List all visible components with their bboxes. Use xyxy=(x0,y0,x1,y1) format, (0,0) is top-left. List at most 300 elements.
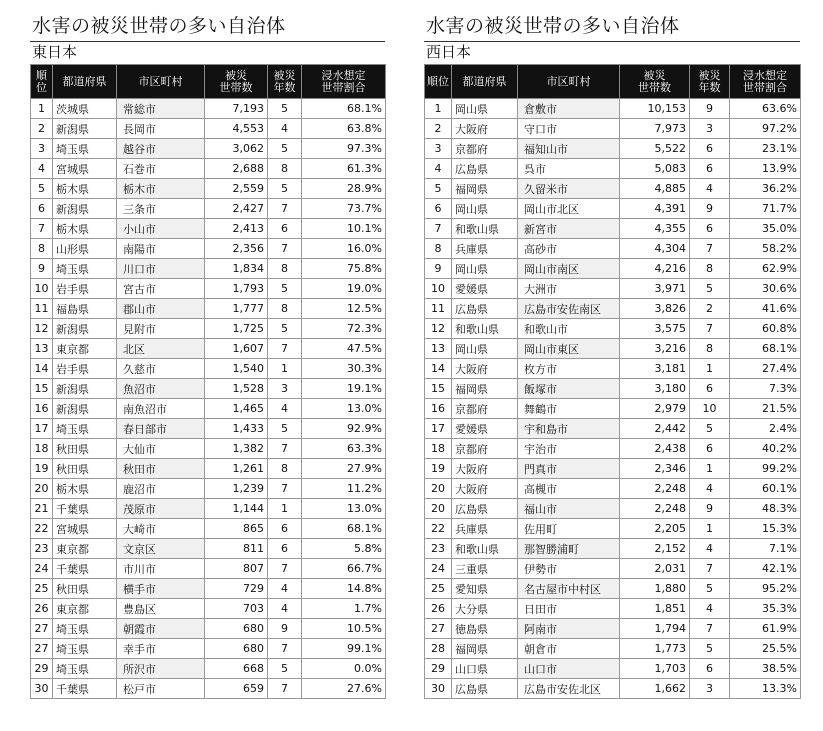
ratio-cell: 99.1% xyxy=(302,639,386,659)
ratio-cell: 2.4% xyxy=(730,419,801,439)
rank-cell: 22 xyxy=(31,519,53,539)
municipality-cell: 朝倉市 xyxy=(518,639,620,659)
table-row xyxy=(425,659,801,679)
ratio-cell: 27.9% xyxy=(302,459,386,479)
table-row xyxy=(425,259,801,279)
prefecture-cell: 和歌山県 xyxy=(452,539,518,559)
households-cell: 4,391 xyxy=(620,199,690,219)
prefecture-cell: 東京都 xyxy=(53,539,117,559)
table-row xyxy=(425,519,801,539)
years-cell: 4 xyxy=(268,599,302,619)
rank-cell: 19 xyxy=(31,459,53,479)
households-cell: 2,688 xyxy=(205,159,268,179)
ratio-cell: 5.8% xyxy=(302,539,386,559)
ratio-cell: 47.5% xyxy=(302,339,386,359)
table-row xyxy=(425,219,801,239)
households-cell: 2,438 xyxy=(620,439,690,459)
table-row xyxy=(31,659,386,679)
prefecture-cell: 和歌山県 xyxy=(452,319,518,339)
households-cell: 7,193 xyxy=(205,99,268,119)
households-cell: 2,248 xyxy=(620,479,690,499)
households-cell: 3,062 xyxy=(205,139,268,159)
rank-cell: 27 xyxy=(31,639,53,659)
municipality-cell: 門真市 xyxy=(518,459,620,479)
affected-years-header: 被災 年数 xyxy=(690,65,730,99)
municipality-cell: 倉敷市 xyxy=(518,99,620,119)
rank-cell: 5 xyxy=(31,179,53,199)
years-cell: 8 xyxy=(268,459,302,479)
years-cell: 7 xyxy=(268,479,302,499)
municipality-cell: 高砂市 xyxy=(518,239,620,259)
households-cell: 5,083 xyxy=(620,159,690,179)
east-table-body xyxy=(31,99,386,699)
years-cell: 4 xyxy=(268,579,302,599)
municipality-cell: 飯塚市 xyxy=(518,379,620,399)
table-row xyxy=(425,159,801,179)
years-cell: 5 xyxy=(268,419,302,439)
rank-cell: 10 xyxy=(425,279,452,299)
rank-cell: 3 xyxy=(31,139,53,159)
years-cell: 4 xyxy=(690,479,730,499)
years-cell: 5 xyxy=(690,639,730,659)
municipality-cell: 郡山市 xyxy=(117,299,205,319)
table-row xyxy=(425,319,801,339)
years-cell: 8 xyxy=(268,299,302,319)
municipality-cell: 秋田市 xyxy=(117,459,205,479)
households-cell: 680 xyxy=(205,619,268,639)
west-table xyxy=(424,64,801,699)
municipality-cell: 福知山市 xyxy=(518,139,620,159)
table-row xyxy=(425,619,801,639)
municipality-cell: 久慈市 xyxy=(117,359,205,379)
east-title-rule xyxy=(30,41,385,42)
households-cell: 1,773 xyxy=(620,639,690,659)
ratio-cell: 11.2% xyxy=(302,479,386,499)
ratio-cell: 13.0% xyxy=(302,399,386,419)
table-row xyxy=(31,259,386,279)
municipality-cell: 岡山市東区 xyxy=(518,339,620,359)
years-cell: 6 xyxy=(690,379,730,399)
prefecture-cell: 徳島県 xyxy=(452,619,518,639)
table-row xyxy=(425,419,801,439)
municipality-cell: 所沢市 xyxy=(117,659,205,679)
years-cell: 4 xyxy=(690,599,730,619)
prefecture-cell: 埼玉県 xyxy=(53,619,117,639)
municipality-cell: 三条市 xyxy=(117,199,205,219)
west-region-label: 西日本 xyxy=(426,43,472,61)
rank-cell: 12 xyxy=(425,319,452,339)
prefecture-cell: 福岡県 xyxy=(452,379,518,399)
ratio-cell: 63.8% xyxy=(302,119,386,139)
years-cell: 6 xyxy=(690,159,730,179)
households-cell: 1,261 xyxy=(205,459,268,479)
years-cell: 4 xyxy=(268,399,302,419)
households-cell: 2,248 xyxy=(620,499,690,519)
prefecture-cell: 栃木県 xyxy=(53,479,117,499)
prefecture-cell: 岡山県 xyxy=(452,339,518,359)
prefecture-cell: 秋田県 xyxy=(53,459,117,479)
municipality-cell: 日田市 xyxy=(518,599,620,619)
rank-cell: 4 xyxy=(425,159,452,179)
households-cell: 5,522 xyxy=(620,139,690,159)
table-row xyxy=(31,399,386,419)
prefecture-cell: 岡山県 xyxy=(452,199,518,219)
years-cell: 3 xyxy=(690,679,730,699)
table-row xyxy=(425,499,801,519)
ratio-cell: 40.2% xyxy=(730,439,801,459)
ratio-cell: 58.2% xyxy=(730,239,801,259)
years-cell: 7 xyxy=(268,639,302,659)
rank-cell: 9 xyxy=(425,259,452,279)
years-cell: 5 xyxy=(690,279,730,299)
households-cell: 807 xyxy=(205,559,268,579)
municipality-cell: 宇和島市 xyxy=(518,419,620,439)
flood-ratio-header: 浸水想定 世帯割合 xyxy=(730,65,801,99)
table-row xyxy=(425,339,801,359)
prefecture-cell: 秋田県 xyxy=(53,579,117,599)
table-row xyxy=(31,519,386,539)
years-cell: 6 xyxy=(268,539,302,559)
households-cell: 10,153 xyxy=(620,99,690,119)
table-row xyxy=(425,679,801,699)
municipality-cell: 松戸市 xyxy=(117,679,205,699)
table-row xyxy=(31,159,386,179)
municipality-cell: 豊島区 xyxy=(117,599,205,619)
prefecture-cell: 栃木県 xyxy=(53,179,117,199)
households-cell: 3,971 xyxy=(620,279,690,299)
table-row xyxy=(31,639,386,659)
ratio-cell: 16.0% xyxy=(302,239,386,259)
rank-cell: 18 xyxy=(31,439,53,459)
prefecture-cell: 広島県 xyxy=(452,679,518,699)
ratio-cell: 72.3% xyxy=(302,319,386,339)
ratio-cell: 97.2% xyxy=(730,119,801,139)
ratio-cell: 99.2% xyxy=(730,459,801,479)
prefecture-cell: 広島県 xyxy=(452,499,518,519)
years-cell: 8 xyxy=(690,259,730,279)
prefecture-cell: 新潟県 xyxy=(53,399,117,419)
years-cell: 4 xyxy=(690,179,730,199)
rank-cell: 30 xyxy=(425,679,452,699)
prefecture-cell: 大分県 xyxy=(452,599,518,619)
households-cell: 2,442 xyxy=(620,419,690,439)
west-table-body xyxy=(425,99,801,699)
table-row xyxy=(31,359,386,379)
table-row xyxy=(31,619,386,639)
years-cell: 3 xyxy=(268,379,302,399)
years-cell: 6 xyxy=(690,439,730,459)
rank-cell: 12 xyxy=(31,319,53,339)
rank-cell: 26 xyxy=(425,599,452,619)
ratio-cell: 19.1% xyxy=(302,379,386,399)
ratio-cell: 75.8% xyxy=(302,259,386,279)
ratio-cell: 13.3% xyxy=(730,679,801,699)
table-row xyxy=(31,679,386,699)
households-cell: 1,794 xyxy=(620,619,690,639)
prefecture-cell: 山形県 xyxy=(53,239,117,259)
households-cell: 4,304 xyxy=(620,239,690,259)
households-cell: 1,607 xyxy=(205,339,268,359)
ratio-cell: 27.6% xyxy=(302,679,386,699)
years-cell: 5 xyxy=(268,319,302,339)
municipality-cell: 那智勝浦町 xyxy=(518,539,620,559)
municipality-cell: 広島市安佐南区 xyxy=(518,299,620,319)
ratio-cell: 61.3% xyxy=(302,159,386,179)
municipality-cell: 鹿沼市 xyxy=(117,479,205,499)
municipality-cell: 朝霞市 xyxy=(117,619,205,639)
households-cell: 1,540 xyxy=(205,359,268,379)
years-cell: 2 xyxy=(690,299,730,319)
prefecture-cell: 新潟県 xyxy=(53,379,117,399)
prefecture-cell: 大阪府 xyxy=(452,479,518,499)
years-cell: 7 xyxy=(690,559,730,579)
prefecture-cell: 京都府 xyxy=(452,399,518,419)
years-cell: 5 xyxy=(268,139,302,159)
rank-cell: 5 xyxy=(425,179,452,199)
municipality-cell: 小山市 xyxy=(117,219,205,239)
table-row xyxy=(31,459,386,479)
rank-cell: 26 xyxy=(31,599,53,619)
ratio-cell: 95.2% xyxy=(730,579,801,599)
municipality-cell: 宮古市 xyxy=(117,279,205,299)
rank-cell: 15 xyxy=(425,379,452,399)
table-row xyxy=(425,139,801,159)
ratio-cell: 63.6% xyxy=(730,99,801,119)
table-row xyxy=(31,559,386,579)
prefecture-cell: 広島県 xyxy=(452,159,518,179)
years-cell: 8 xyxy=(268,259,302,279)
ratio-cell: 1.7% xyxy=(302,599,386,619)
rank-cell: 8 xyxy=(31,239,53,259)
prefecture-cell: 愛媛県 xyxy=(452,419,518,439)
prefecture-cell: 三重県 xyxy=(452,559,518,579)
east-table xyxy=(30,64,386,699)
table-row xyxy=(425,459,801,479)
rank-cell: 13 xyxy=(31,339,53,359)
ratio-cell: 68.1% xyxy=(302,519,386,539)
rank-cell: 23 xyxy=(31,539,53,559)
ratio-cell: 68.1% xyxy=(730,339,801,359)
rank-cell: 24 xyxy=(31,559,53,579)
east-japan-panel xyxy=(30,14,385,699)
table-row xyxy=(31,119,386,139)
prefecture-cell: 京都府 xyxy=(452,439,518,459)
rank-cell: 14 xyxy=(31,359,53,379)
municipality-cell: 大洲市 xyxy=(518,279,620,299)
prefecture-cell: 新潟県 xyxy=(53,199,117,219)
ratio-cell: 35.0% xyxy=(730,219,801,239)
prefecture-cell: 栃木県 xyxy=(53,219,117,239)
prefecture-cell: 兵庫県 xyxy=(452,239,518,259)
prefecture-cell: 岡山県 xyxy=(452,259,518,279)
ratio-cell: 38.5% xyxy=(730,659,801,679)
rank-header: 順位 xyxy=(31,65,53,99)
prefecture-cell: 千葉県 xyxy=(53,559,117,579)
ratio-cell: 19.0% xyxy=(302,279,386,299)
households-cell: 2,152 xyxy=(620,539,690,559)
ratio-cell: 30.3% xyxy=(302,359,386,379)
municipality-header: 市区町村 xyxy=(117,65,205,99)
ratio-cell: 61.9% xyxy=(730,619,801,639)
ratio-cell: 28.9% xyxy=(302,179,386,199)
affected-households-header: 被災 世帯数 xyxy=(205,65,268,99)
affected-households-header: 被災 世帯数 xyxy=(620,65,690,99)
municipality-cell: 南陽市 xyxy=(117,239,205,259)
rank-cell: 17 xyxy=(425,419,452,439)
ratio-cell: 0.0% xyxy=(302,659,386,679)
years-cell: 9 xyxy=(690,499,730,519)
table-row xyxy=(425,99,801,119)
ratio-cell: 97.3% xyxy=(302,139,386,159)
households-cell: 4,553 xyxy=(205,119,268,139)
prefecture-cell: 宮城県 xyxy=(53,159,117,179)
table-row xyxy=(31,99,386,119)
households-cell: 659 xyxy=(205,679,268,699)
ratio-cell: 27.4% xyxy=(730,359,801,379)
west-title: 水害の被災世帯の多い自治体 xyxy=(426,15,680,37)
years-cell: 5 xyxy=(268,659,302,679)
ratio-cell: 92.9% xyxy=(302,419,386,439)
rank-cell: 11 xyxy=(31,299,53,319)
ratio-cell: 21.5% xyxy=(730,399,801,419)
rank-cell: 20 xyxy=(425,499,452,519)
municipality-cell: 横手市 xyxy=(117,579,205,599)
municipality-cell: 常総市 xyxy=(117,99,205,119)
ratio-cell: 63.3% xyxy=(302,439,386,459)
households-cell: 2,205 xyxy=(620,519,690,539)
rank-cell: 7 xyxy=(425,219,452,239)
years-cell: 6 xyxy=(268,219,302,239)
years-cell: 7 xyxy=(268,559,302,579)
east-region-label: 東日本 xyxy=(32,43,78,61)
municipality-cell: 魚沼市 xyxy=(117,379,205,399)
years-cell: 5 xyxy=(690,579,730,599)
households-cell: 1,725 xyxy=(205,319,268,339)
municipality-cell: 長岡市 xyxy=(117,119,205,139)
households-cell: 1,793 xyxy=(205,279,268,299)
households-cell: 4,216 xyxy=(620,259,690,279)
households-cell: 680 xyxy=(205,639,268,659)
table-row xyxy=(31,179,386,199)
ratio-cell: 7.1% xyxy=(730,539,801,559)
east-title: 水害の被災世帯の多い自治体 xyxy=(32,15,286,37)
prefecture-cell: 埼玉県 xyxy=(53,659,117,679)
households-cell: 1,465 xyxy=(205,399,268,419)
prefecture-cell: 岡山県 xyxy=(452,99,518,119)
rank-cell: 6 xyxy=(31,199,53,219)
table-row xyxy=(425,379,801,399)
households-cell: 1,777 xyxy=(205,299,268,319)
years-cell: 7 xyxy=(268,239,302,259)
prefecture-cell: 愛媛県 xyxy=(452,279,518,299)
households-cell: 668 xyxy=(205,659,268,679)
municipality-cell: 南魚沼市 xyxy=(117,399,205,419)
ratio-cell: 10.1% xyxy=(302,219,386,239)
prefecture-cell: 茨城県 xyxy=(53,99,117,119)
households-cell: 1,851 xyxy=(620,599,690,619)
ratio-cell: 13.9% xyxy=(730,159,801,179)
rank-cell: 23 xyxy=(425,539,452,559)
prefecture-cell: 新潟県 xyxy=(53,319,117,339)
prefecture-header: 都道府県 xyxy=(53,65,117,99)
rank-cell: 22 xyxy=(425,519,452,539)
years-cell: 5 xyxy=(268,279,302,299)
rank-cell: 25 xyxy=(31,579,53,599)
years-cell: 10 xyxy=(690,399,730,419)
rank-cell: 20 xyxy=(31,479,53,499)
years-cell: 3 xyxy=(690,119,730,139)
ratio-cell: 25.5% xyxy=(730,639,801,659)
years-cell: 1 xyxy=(690,459,730,479)
prefecture-cell: 新潟県 xyxy=(53,119,117,139)
years-cell: 1 xyxy=(268,359,302,379)
table-row xyxy=(425,479,801,499)
table-row xyxy=(425,119,801,139)
affected-years-header: 被災 年数 xyxy=(268,65,302,99)
municipality-header: 市区町村 xyxy=(518,65,620,99)
households-cell: 2,413 xyxy=(205,219,268,239)
municipality-cell: 佐用町 xyxy=(518,519,620,539)
ratio-cell: 23.1% xyxy=(730,139,801,159)
table-row xyxy=(425,299,801,319)
rank-header: 順位 xyxy=(425,65,452,99)
prefecture-header: 都道府県 xyxy=(452,65,518,99)
municipality-cell: 新宮市 xyxy=(518,219,620,239)
municipality-cell: 春日部市 xyxy=(117,419,205,439)
table-row xyxy=(425,439,801,459)
table-row xyxy=(425,399,801,419)
prefecture-cell: 埼玉県 xyxy=(53,419,117,439)
prefecture-cell: 秋田県 xyxy=(53,439,117,459)
years-cell: 6 xyxy=(690,659,730,679)
households-cell: 7,973 xyxy=(620,119,690,139)
rank-cell: 7 xyxy=(31,219,53,239)
years-cell: 6 xyxy=(268,519,302,539)
households-cell: 3,180 xyxy=(620,379,690,399)
prefecture-cell: 東京都 xyxy=(53,339,117,359)
rank-cell: 8 xyxy=(425,239,452,259)
municipality-cell: 石巻市 xyxy=(117,159,205,179)
ratio-cell: 14.8% xyxy=(302,579,386,599)
ratio-cell: 66.7% xyxy=(302,559,386,579)
rank-cell: 18 xyxy=(425,439,452,459)
households-cell: 3,575 xyxy=(620,319,690,339)
ratio-cell: 10.5% xyxy=(302,619,386,639)
households-cell: 2,427 xyxy=(205,199,268,219)
years-cell: 6 xyxy=(690,219,730,239)
prefecture-cell: 大阪府 xyxy=(452,119,518,139)
rank-cell: 30 xyxy=(31,679,53,699)
municipality-cell: 幸手市 xyxy=(117,639,205,659)
municipality-cell: 山口市 xyxy=(518,659,620,679)
years-cell: 7 xyxy=(690,619,730,639)
prefecture-cell: 千葉県 xyxy=(53,499,117,519)
households-cell: 2,346 xyxy=(620,459,690,479)
households-cell: 2,356 xyxy=(205,239,268,259)
ratio-cell: 36.2% xyxy=(730,179,801,199)
municipality-cell: 市川市 xyxy=(117,559,205,579)
ratio-cell: 41.6% xyxy=(730,299,801,319)
municipality-cell: 大仙市 xyxy=(117,439,205,459)
prefecture-cell: 大阪府 xyxy=(452,459,518,479)
table-row xyxy=(425,579,801,599)
table-row xyxy=(31,199,386,219)
table-row xyxy=(425,279,801,299)
ratio-cell: 68.1% xyxy=(302,99,386,119)
households-cell: 1,528 xyxy=(205,379,268,399)
rank-cell: 1 xyxy=(425,99,452,119)
municipality-cell: 舞鶴市 xyxy=(518,399,620,419)
